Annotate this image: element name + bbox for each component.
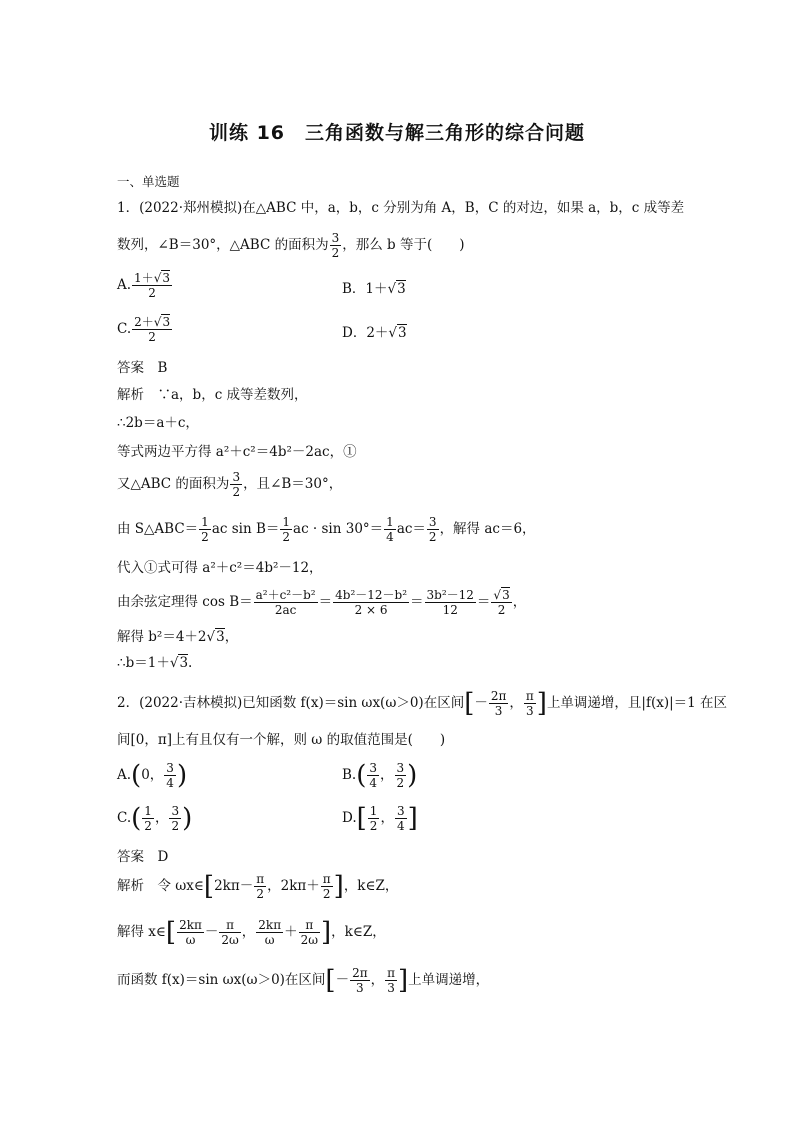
sqrt: √3 bbox=[493, 588, 510, 602]
fraction: $\frac{2k\pi}{\omega}$ bbox=[258, 918, 282, 947]
sqrt: √3 bbox=[206, 629, 225, 645]
sqrt: √3 bbox=[153, 271, 170, 285]
q1-answer: 答案 B bbox=[117, 360, 168, 376]
fraction: $\frac{1}{2}$ bbox=[369, 804, 378, 833]
q2-analysis-3: 而函数 f(x)＝sin ωx(ω＞0)在区间[－ $\frac{2\pi}{3}$ ， $\frac{\pi}{3}$ ]上单调递增， bbox=[117, 965, 490, 996]
fraction: $\frac{\pi}{2\omega}$ bbox=[221, 918, 239, 947]
q1-analysis-5: 由 S△ABC＝ $\frac{1}{2}$ ac sin B＝ $\frac{1}{2}$ ac · sin 30°＝ $\frac{1}{4}$ ac＝ $\frac{3}{2}$ ，解得 ac＝6， bbox=[117, 515, 536, 544]
q2-option-d: D.[ $\frac{1}{2}$ ， $\frac{3}{4}$ ] bbox=[342, 803, 418, 834]
fraction: $\frac{\pi}{3}$ bbox=[525, 689, 534, 718]
fraction: $\frac{\pi}{2}$ bbox=[322, 872, 331, 901]
q1-option-b: B．1＋√3 bbox=[342, 281, 406, 297]
fraction: $\frac{3}{2}$ bbox=[331, 231, 340, 260]
fraction: $\frac{2+√3}{2}$ bbox=[134, 315, 171, 344]
q2-stem-line2: 间[0，π]上有且仅有一个解，则 ω 的取值范围是( ) bbox=[117, 732, 446, 748]
fraction: $\frac{3}{4}$ bbox=[396, 804, 405, 833]
q2-stem-line1: 2．(2022·吉林模拟)已知函数 f(x)＝sin ωx(ω＞0)在区间[－ $\frac{2\pi}{3}$ ， $\frac{\pi}{3}$ ]上单调递增，且|f(x)|＝1 在区 bbox=[117, 688, 728, 719]
page-title: 训练 16 三角函数与解三角形的综合问题 bbox=[208, 122, 586, 144]
fraction: $\frac{√3}{2}$ bbox=[493, 588, 510, 617]
fraction: $\frac{\pi}{2\omega}$ bbox=[300, 918, 318, 947]
q2-option-c: C.( $\frac{1}{2}$ ， $\frac{3}{2}$ ) bbox=[117, 803, 193, 834]
q2-option-b: B.( $\frac{3}{4}$ ， $\frac{3}{2}$ ) bbox=[342, 760, 418, 791]
q1-option-c: C. $\frac{2+√3}{2}$ bbox=[117, 315, 171, 344]
q1-analysis-6: 代入①式可得 a²＋c²＝4b²－12， bbox=[117, 560, 323, 576]
fraction: $\frac{2k\pi}{\omega}$ bbox=[179, 918, 202, 947]
fraction: $\frac{2\pi}{3}$ bbox=[352, 966, 368, 995]
fraction: $\frac{\text{3b²－12}}{12}$ bbox=[426, 588, 474, 617]
q2-answer: 答案 D bbox=[117, 849, 169, 865]
fraction: $\frac{1}{4}$ bbox=[386, 515, 394, 544]
q1-analysis-9: ∴b＝1＋√3. bbox=[117, 655, 193, 671]
sqrt: √3 bbox=[169, 655, 189, 671]
fraction: $\frac{\text{a²＋c²－b²}}{2ac}$ bbox=[255, 588, 316, 617]
fraction: $\frac{\pi}{2}$ bbox=[256, 872, 265, 901]
fraction: $\frac{2\pi}{3}$ bbox=[490, 689, 507, 718]
q1-analysis-1: 解析 ∵a，b，c 成等差数列， bbox=[117, 387, 308, 403]
fraction: $\frac{\pi}{3}$ bbox=[387, 966, 395, 995]
sqrt: √3 bbox=[387, 281, 406, 297]
fraction: $\frac{3}{4}$ bbox=[369, 761, 378, 790]
q1-option-a: A. $\frac{1+√3}{2}$ bbox=[117, 271, 170, 300]
q2-analysis-2: 解得 x∈[ $\frac{2k\pi}{\omega}$ － $\frac{\pi}{2\omega}$ ， $\frac{2k\pi}{\omega}$ ＋ $\frac{\pi}{2\omega}$ ]，k∈Z， bbox=[117, 917, 386, 948]
fraction: $\frac{1}{2}$ bbox=[144, 804, 152, 833]
fraction: $\frac{1}{2}$ bbox=[282, 515, 291, 544]
q1-analysis-3: 等式两边平方得 a²＋c²＝4b²－2ac，① bbox=[117, 444, 357, 460]
fraction: $\frac{\text{4b²－12－b²}}{2 \times 6}$ bbox=[335, 588, 408, 617]
q1-option-d: D．2＋√3 bbox=[342, 325, 407, 341]
fraction: $\frac{1}{2}$ bbox=[201, 515, 209, 544]
fraction: $\frac{3}{2}$ bbox=[232, 470, 241, 499]
fraction: $\frac{3}{2}$ bbox=[428, 515, 437, 544]
q2-analysis-1: 解析 令 ωx∈[2kπ－ $\frac{\pi}{2}$ ，2kπ＋ $\frac{\pi}{2}$ ]，k∈Z， bbox=[117, 871, 399, 902]
q1-stem-line1: 1．(2022·郑州模拟)在△ABC 中，a，b，c 分别为角 A，B，C 的对边，如果 a，b，c 成等差 bbox=[117, 200, 685, 216]
section-label: 一、单选题 bbox=[117, 174, 180, 189]
fraction: $\frac{3}{4}$ bbox=[166, 761, 174, 790]
fraction: $\frac{1+√3}{2}$ bbox=[134, 271, 170, 300]
q2-option-a: A.(0， $\frac{3}{4}$ ) bbox=[117, 760, 188, 791]
fraction: $\frac{3}{2}$ bbox=[396, 761, 405, 790]
q1-stem-line2: 数列，∠B＝30°，△ABC 的面积为 $\frac{3}{2}$ ，那么 b 等于( ) bbox=[117, 231, 465, 260]
q1-analysis-7: 由余弦定理得 cos B＝ $\frac{\text{a²＋c²－b²}}{2ac}$ ＝ $\frac{\text{4b²－12－b²}}{2 \times 6}$ ＝ $\frac{\text{3b²－12}}{12}$ ＝ $\frac{√3}{2}$ ， bbox=[117, 588, 527, 617]
q1-analysis-8: 解得 b²＝4＋2√3， bbox=[117, 629, 239, 645]
sqrt: √3 bbox=[388, 325, 407, 341]
q1-analysis-2: ∴2b＝a＋c， bbox=[117, 415, 199, 431]
sqrt: √3 bbox=[153, 315, 171, 329]
q1-analysis-4: 又△ABC 的面积为 $\frac{3}{2}$ ，且∠B＝30°， bbox=[117, 470, 343, 499]
fraction: $\frac{3}{2}$ bbox=[171, 804, 180, 833]
